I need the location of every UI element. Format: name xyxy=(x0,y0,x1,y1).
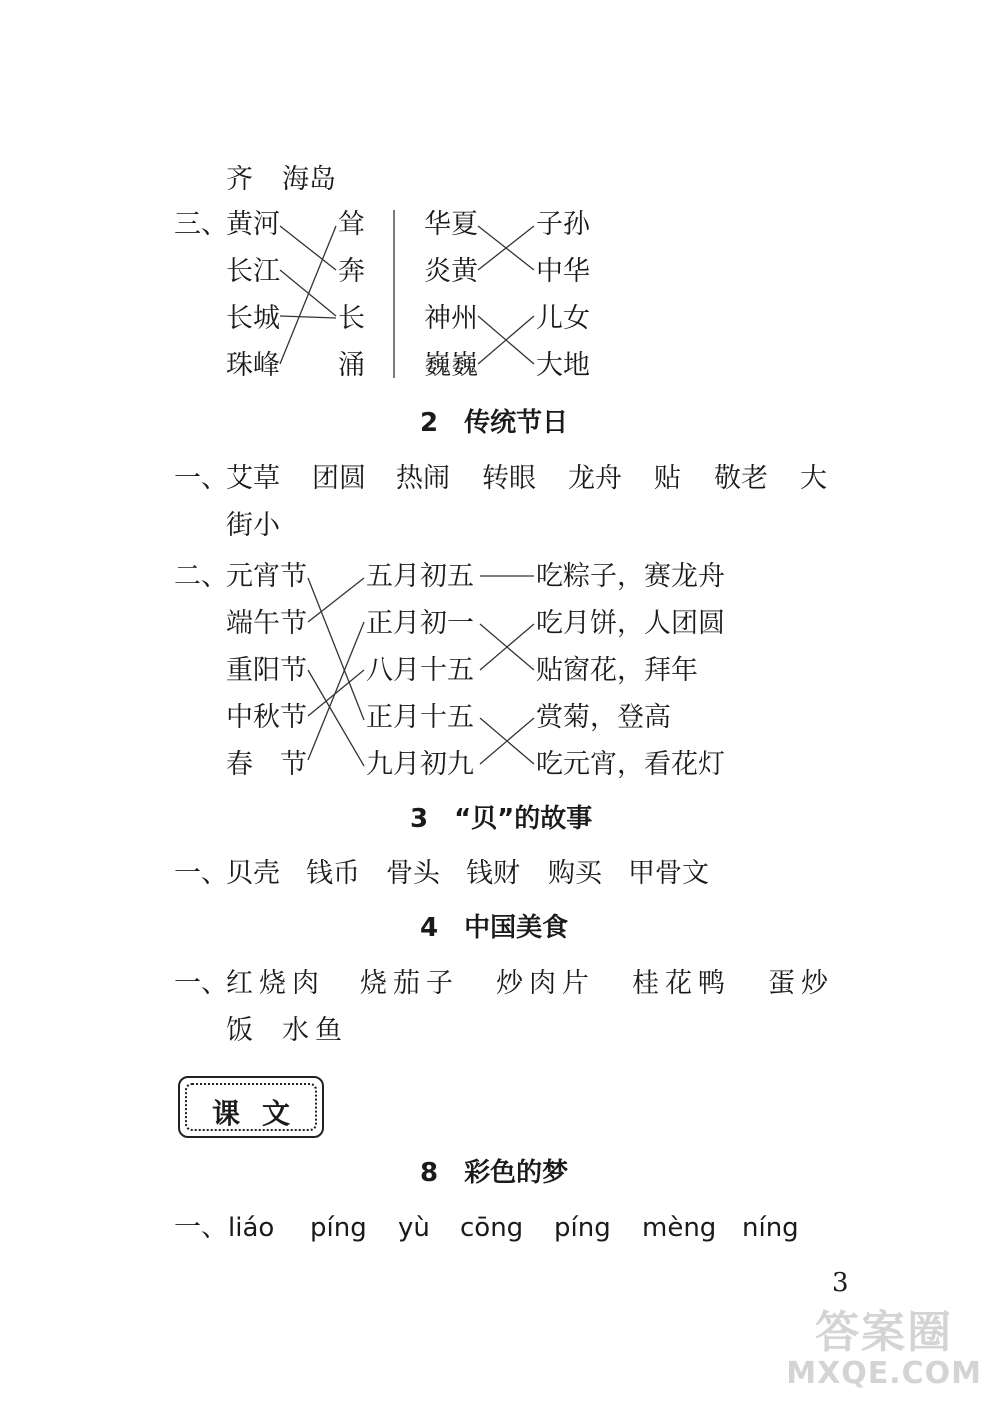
s3-left-3: 长城 xyxy=(226,303,280,334)
lesson8-q1-marker: 一、 xyxy=(174,1212,228,1243)
pinyin-1: liáo xyxy=(228,1213,275,1243)
s3-line-yanhuang-zisun xyxy=(478,226,534,270)
pinyin-3: yù xyxy=(398,1213,430,1243)
custom-2: 吃月饼，人团圆 xyxy=(536,608,725,639)
s3-left2-2: 炎黄 xyxy=(424,256,478,287)
s3-right2-4: 大地 xyxy=(536,350,590,381)
custom-3: 贴窗花，拜年 xyxy=(536,655,698,686)
s3-right-2: 奔 xyxy=(338,256,365,287)
lesson4-word-2: 烧茄子 xyxy=(360,968,459,999)
s3-right2-1: 子孙 xyxy=(536,209,590,240)
custom-4: 赏菊，登高 xyxy=(536,702,671,733)
date-3: 八月十五 xyxy=(366,655,474,686)
custom-1: 吃粽子，赛龙舟 xyxy=(536,561,725,592)
s3-line-weiwei-ernv xyxy=(478,316,534,364)
lesson4-q1-marker: 一、 xyxy=(174,968,228,999)
pinyin-5: píng xyxy=(554,1213,611,1243)
lesson3-word-4: 钱财 xyxy=(466,858,520,889)
l2-line-jiuyue-shangju xyxy=(480,718,534,764)
lesson2-q1-word-4: 转眼 xyxy=(482,463,536,494)
lesson2-q2-marker: 二、 xyxy=(174,561,228,592)
festival-1: 元宵节 xyxy=(226,561,307,592)
festival-4: 中秋节 xyxy=(226,702,307,733)
s3-left2-3: 神州 xyxy=(424,303,478,334)
lesson3-word-3: 骨头 xyxy=(386,858,440,889)
lesson3-title: 3 “贝”的故事 xyxy=(410,804,593,834)
pinyin-2: píng xyxy=(310,1213,367,1243)
lesson2-q1-word-7: 敬老 xyxy=(714,463,768,494)
top-word-2: 海岛 xyxy=(282,164,336,195)
watermark-line2: MXQE.COM xyxy=(786,1356,982,1391)
l2-line-zhongqiu xyxy=(308,670,364,716)
date-1: 五月初五 xyxy=(366,561,474,592)
lesson2-q1-cont: 街小 xyxy=(226,510,280,541)
l2-line-zhengyue-tiechuang xyxy=(480,624,534,670)
festival-2: 端午节 xyxy=(226,608,307,639)
lesson4-cont-1: 饭 xyxy=(226,1015,253,1046)
s3-right-4: 涌 xyxy=(338,350,365,381)
watermark-line1: 答案圈 xyxy=(815,1307,954,1358)
s3-left-1: 黄河 xyxy=(226,209,280,240)
section3-marker: 三、 xyxy=(174,209,228,240)
date-4: 正月十五 xyxy=(366,702,474,733)
l2-line-chongyang xyxy=(308,670,364,766)
badge-label: 课文 xyxy=(211,1097,312,1130)
s3-left2-4: 巍巍 xyxy=(424,350,478,381)
lesson2-q1-word-2: 团圆 xyxy=(312,463,366,494)
s3-left-2: 长江 xyxy=(226,256,280,287)
lesson4-word-1: 红烧肉 xyxy=(226,968,325,999)
date-5: 九月初九 xyxy=(366,749,474,780)
s3-line-zhufeng-song xyxy=(280,226,336,364)
s3-line-huanghe-ben xyxy=(280,226,336,270)
page-number: 3 xyxy=(832,1268,849,1298)
lesson4-word-5: 蛋炒 xyxy=(768,968,834,999)
lesson8-title: 8 彩色的梦 xyxy=(420,1158,569,1188)
lesson3-word-6: 甲骨文 xyxy=(628,858,709,889)
s3-right-3: 长 xyxy=(338,303,365,334)
festival-3: 重阳节 xyxy=(226,655,307,686)
festival-5: 春 节 xyxy=(226,749,307,780)
s3-left-4: 珠峰 xyxy=(226,350,280,381)
lesson2-title: 2 传统节日 xyxy=(420,408,569,438)
lesson4-word-4: 桂花鸭 xyxy=(632,968,731,999)
l2-line-yuanxiao xyxy=(308,578,364,720)
lesson4-cont-2: 水鱼 xyxy=(282,1015,348,1046)
s3-line-shenzhou-dadi xyxy=(478,316,534,364)
section-badge xyxy=(178,1076,324,1138)
pinyin-6: mèng xyxy=(642,1213,717,1243)
s3-right-1: 耸 xyxy=(338,209,365,240)
lesson3-word-1: 贝壳 xyxy=(226,858,280,889)
lesson4-title: 4 中国美食 xyxy=(420,913,569,943)
s3-line-changjiang-yong xyxy=(280,270,336,316)
s3-right2-2: 中华 xyxy=(536,256,590,287)
lesson3-q1-marker: 一、 xyxy=(174,858,228,889)
top-word-1: 齐 xyxy=(226,164,253,195)
lesson2-q1-word-8: 大 xyxy=(800,463,827,494)
l2-line-duanwu xyxy=(308,578,364,622)
lesson2-q1-word-6: 贴 xyxy=(654,463,681,494)
s3-line-huaxia-zhonghua xyxy=(478,226,534,270)
lesson2-q1-marker: 一、 xyxy=(174,463,228,494)
lesson2-q1-word-3: 热闹 xyxy=(396,463,450,494)
date-2: 正月初一 xyxy=(366,608,474,639)
l2-line-chunjie xyxy=(308,622,364,760)
custom-5: 吃元宵，看花灯 xyxy=(536,749,725,780)
l2-line-zhengyue15-yuanxiao xyxy=(480,718,534,764)
s3-left2-1: 华夏 xyxy=(424,209,478,240)
pinyin-7: níng xyxy=(742,1213,799,1243)
s3-right2-3: 儿女 xyxy=(536,303,590,334)
lesson3-word-2: 钱币 xyxy=(306,858,360,889)
s3-line-changcheng-chang xyxy=(280,316,336,318)
pinyin-4: cōng xyxy=(460,1213,524,1243)
lesson3-word-5: 购买 xyxy=(548,858,602,889)
watermark xyxy=(786,1307,982,1391)
l2-line-bayue-yuebing xyxy=(480,624,534,670)
lesson2-q1-word-1: 艾草 xyxy=(226,463,280,494)
lesson2-q1-word-5: 龙舟 xyxy=(568,463,622,494)
lesson4-word-3: 炒肉片 xyxy=(496,968,595,999)
